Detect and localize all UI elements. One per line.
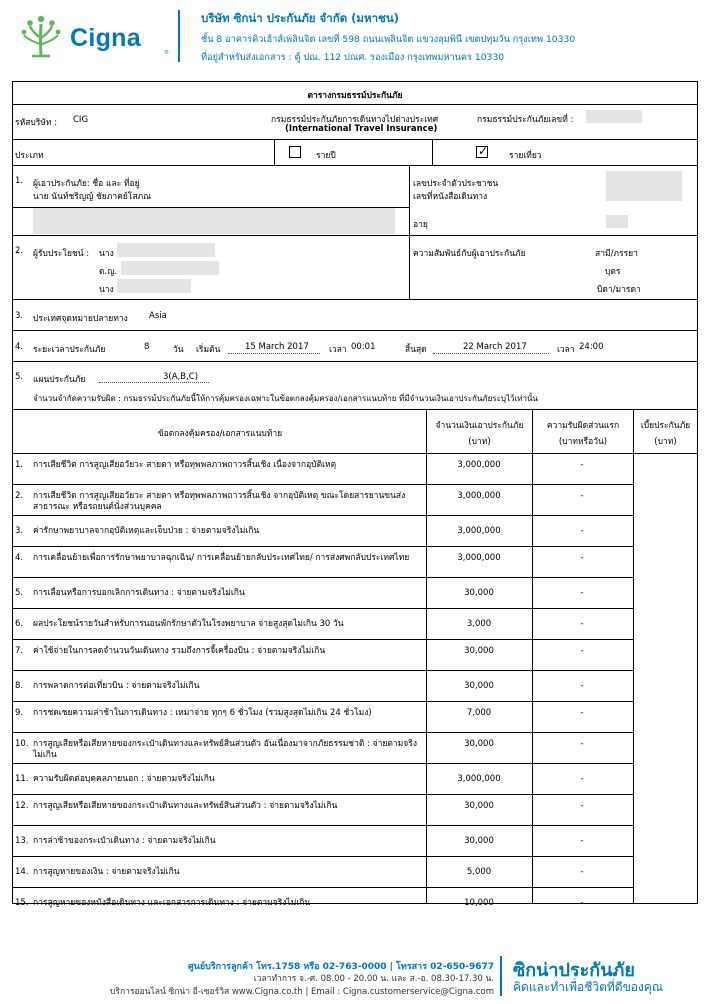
period-section bbox=[13, 331, 697, 362]
coverage-amount: 3,000 bbox=[466, 619, 492, 629]
footer-divider bbox=[500, 956, 502, 996]
relation-1: สามี/ภรรยา bbox=[595, 249, 638, 259]
cigna-logo bbox=[18, 10, 169, 60]
coverage-number: 3. bbox=[15, 526, 24, 536]
coverage-amount: 3,000,000 bbox=[457, 491, 501, 501]
company-address: ชั้น 8 อาคารคิวเฮ้าส์เพลินจิต เลขที่ 598 ถนนเพลินจิต แขวงลุมพินี เขตปทุมวัน กรุงเทพ 10330 bbox=[201, 34, 576, 45]
id-label: เลขประจำตัวประชาชน bbox=[413, 179, 499, 189]
coverage-text: การเสียชีวิต การสูญเสียอวัยวะ สายตา หรือทุพพลภาพถาวรสิ้นเชิง จากอุบัติเหตุ ขณะโดยสารยานขนส่งสาธารณะ หรือรถยนต์นั่งส่วนบุคคล bbox=[33, 491, 406, 512]
coverage-amount: 30,000 bbox=[464, 588, 494, 598]
coverage-amount: 30,000 bbox=[464, 739, 494, 749]
coverage-deductible: - bbox=[580, 646, 584, 656]
plan-label: แผนประกันภัย bbox=[33, 375, 86, 385]
coverage-number: 7. bbox=[15, 646, 24, 656]
coverage-text: การเลื่อนหรือการบอกเลิกการเดินทาง : จ่ายตามจริงไม่เกิน bbox=[33, 588, 245, 598]
coverage-row bbox=[13, 888, 634, 919]
coverage-row bbox=[13, 516, 634, 547]
coverage-table-header bbox=[13, 410, 697, 454]
coverage-number: 1. bbox=[15, 460, 24, 470]
col-deductible-unit: (บาทหรือวัน) bbox=[558, 437, 608, 447]
coverage-text: ค่าใช้จ่ายในการลดจำนวนวันเดินทาง รวมถึงการจี้เครื่องบิน : จ่ายตามจริงไม่เกิน bbox=[33, 646, 326, 656]
company-name: บริษัท ซิกน่า ประกันภัย จำกัด (มหาชน) bbox=[201, 11, 399, 25]
coverage-text: ความรับผิดต่อบุคคลภายนอก : จ่ายตามจริงไม่เกิน bbox=[33, 774, 215, 784]
destination-label: ประเทศจุดหมายปลายทาง bbox=[33, 314, 128, 324]
coverage-text: ผลประโยชน์รายวันสำหรับการนอนพักรักษาตัวในโรงพยาบาล จ่ายสูงสุดไม่เกิน 30 วัน bbox=[33, 619, 344, 629]
start-time-label: เวลา bbox=[329, 345, 347, 355]
relation-label: ความสัมพันธ์กับผู้เอาประกันภัย bbox=[413, 249, 526, 259]
policy-number-redacted bbox=[586, 110, 642, 123]
coverage-number: 10. bbox=[15, 739, 29, 749]
coverage-number: 13. bbox=[15, 836, 29, 846]
col-sum-insured: จำนวนเงินเอาประกันภัย bbox=[435, 421, 524, 431]
col-sum-insured-unit: (บาท) bbox=[468, 437, 491, 447]
coverage-deductible: - bbox=[580, 836, 584, 846]
slogan-sub: คิดและทำเพื่อชีวิตที่ดีของคุณ bbox=[513, 980, 664, 994]
section-number: 2. bbox=[15, 246, 24, 256]
col-premium-unit: (บาท) bbox=[654, 437, 677, 447]
coverage-text: การสูญเสียหรือเสียหายของกระเป๋าเดินทางและทรัพย์สินส่วนตัว : จ่ายตามจริงไม่เกิน bbox=[33, 801, 338, 811]
coverage-amount: 3,000,000 bbox=[457, 526, 501, 536]
online-service: บริการออนไลน์ ซิกน่า อี-เซอร์วิส www.Cigna.co.th | Email : Cigna.customerservice@Cigna.com bbox=[110, 987, 494, 997]
passport-label: เลขที่หนังสือเดินทาง bbox=[413, 192, 488, 202]
coverage-amount: 3,000,000 bbox=[457, 553, 501, 563]
coverage-row bbox=[13, 857, 634, 888]
coverage-row bbox=[13, 702, 634, 733]
section-number: 1. bbox=[15, 176, 24, 186]
period-label: ระยะเวลาประกันภัย bbox=[33, 345, 106, 355]
coverage-deductible: - bbox=[580, 619, 584, 629]
coverage-row bbox=[13, 578, 634, 609]
coverage-amount: 3,000,000 bbox=[457, 774, 501, 784]
policy-type-en: (International Travel Insurance) bbox=[285, 124, 438, 134]
beneficiary-label: ผู้รับประโยชน์ : bbox=[33, 249, 90, 259]
coverage-text: การสูญหายของเงิน : จ่ายตามจริงไม่เกิน bbox=[33, 867, 180, 877]
coverage-text: การชดเชยความล่าช้าในการเดินทาง : เหมาจ่าย ทุกๆ 6 ชั่วโมง (รวมสูงสุดไม่เกิน 24 ชั่วโมง) bbox=[33, 708, 372, 718]
coverage-deductible: - bbox=[580, 774, 584, 784]
customer-service-hotline: ศูนย์บริการลูกค้า โทร.1758 หรือ 02-763-0000 | โทรสาร 02-650-9677 bbox=[187, 962, 494, 972]
brand-trademark: ® bbox=[164, 50, 169, 56]
end-time-label: เวลา bbox=[557, 345, 575, 355]
office-hours: เวลาทำการ จ.-ศ. 08.00 - 20.00 น. และ ส.-อ. 08.30-17.30 น. bbox=[253, 974, 494, 984]
relation-3: บิดา/มารดา bbox=[597, 285, 641, 295]
plan-section bbox=[13, 362, 697, 410]
coverage-deductible: - bbox=[580, 553, 584, 563]
section-number: 5. bbox=[15, 372, 24, 382]
coverage-row bbox=[13, 547, 634, 578]
coverage-deductible: - bbox=[580, 739, 584, 749]
beneficiary-title-2: ด.ญ. bbox=[99, 267, 118, 277]
start-date: 15 March 2017 bbox=[245, 342, 309, 352]
header-divider bbox=[178, 10, 180, 62]
company-code-label: รหัสบริษัท : bbox=[15, 118, 58, 128]
coverage-row bbox=[13, 764, 634, 795]
col-coverage: ข้อตกลงคุ้มครอง/เอกสารแนบท้าย bbox=[157, 429, 283, 439]
col-premium: เบี้ยประกันภัย bbox=[640, 421, 691, 431]
coverage-number: 12. bbox=[15, 801, 29, 811]
coverage-number: 9. bbox=[15, 708, 24, 718]
company-row bbox=[13, 105, 697, 140]
beneficiary-name-redacted bbox=[117, 279, 191, 293]
coverage-deductible: - bbox=[580, 491, 584, 501]
cigna-tree-icon bbox=[18, 10, 64, 60]
coverage-table bbox=[13, 410, 697, 908]
coverage-row bbox=[13, 640, 634, 671]
destination-value: Asia bbox=[149, 311, 167, 321]
beneficiary-title-1: นาง bbox=[99, 249, 114, 259]
coverage-text: การเสียชีวิต การสูญเสียอวัยวะ สายตา หรือทุพพลภาพถาวรสิ้นเชิง เนื่องจากอุบัติเหตุ bbox=[33, 460, 337, 470]
insured-label: ผู้เอาประกันภัย: ชื่อ และ ที่อยู่ bbox=[33, 179, 140, 189]
coverage-amount: 30,000 bbox=[464, 836, 494, 846]
relation-2: บุตร bbox=[605, 267, 621, 277]
mailing-address: ที่อยู่สำหรับส่งเอกสาร : ตู้ ปณ. 112 ปณศ. รองเมือง กรุงเทพมหานคร 10330 bbox=[201, 52, 505, 63]
coverage-row bbox=[13, 609, 634, 640]
coverage-number: 2. bbox=[15, 491, 24, 501]
coverage-row bbox=[13, 795, 634, 826]
coverage-amount: 30,000 bbox=[464, 801, 494, 811]
end-time: 24:00 bbox=[579, 342, 604, 352]
coverage-amount: 5,000 bbox=[466, 867, 492, 877]
coverage-number: 5. bbox=[15, 588, 24, 598]
age-redacted bbox=[606, 215, 628, 228]
letterhead bbox=[0, 0, 712, 78]
form-title: ตารางกรมธรรม์ประกันภัย bbox=[307, 91, 403, 101]
trip-checkbox[interactable] bbox=[476, 146, 488, 158]
coverage-deductible: - bbox=[580, 681, 584, 691]
limit-note: จำนวนจำกัดความรับผิด : กรมธรรม์ประกันภัยนี้ให้การคุ้มครองเฉพาะในข้อตกลงคุ้มครอง/เอกสารแนบท้าย ที่มีจำนวนเงินเอาประกันภัยระบุไว้เท่านั้น bbox=[33, 394, 538, 403]
coverage-deductible: - bbox=[580, 801, 584, 811]
coverage-row bbox=[13, 733, 634, 764]
coverage-deductible: - bbox=[580, 460, 584, 470]
id-number-redacted bbox=[606, 171, 682, 201]
end-date: 22 March 2017 bbox=[463, 342, 527, 352]
company-code-value: CIG bbox=[73, 115, 89, 125]
coverage-amount: 30,000 bbox=[464, 646, 494, 656]
insured-address-redacted bbox=[33, 207, 395, 234]
coverage-deductible: - bbox=[580, 708, 584, 718]
section-number: 3. bbox=[15, 311, 24, 321]
coverage-row bbox=[13, 826, 634, 857]
coverage-text: การสูญหายของหนังสือเดินทาง และเอกสารการเดินทาง : จ่ายตามจริงไม่เกิน bbox=[33, 898, 311, 908]
coverage-amount: 30,000 bbox=[464, 681, 494, 691]
coverage-text: ค่ารักษาพยาบาลจากอุบัติเหตุและเจ็บป่วย : จ่ายตามจริงไม่เกิน bbox=[33, 526, 260, 536]
type-label: ประเภท bbox=[15, 151, 44, 161]
destination-section bbox=[13, 300, 697, 331]
policy-schedule-form bbox=[12, 81, 698, 908]
annual-label: รายปี bbox=[316, 151, 336, 161]
coverage-number: 4. bbox=[15, 553, 24, 563]
coverage-deductible: - bbox=[580, 526, 584, 536]
coverage-number: 11. bbox=[15, 774, 29, 784]
brand-wordmark: Cigna bbox=[70, 24, 141, 52]
insured-name: นาย นันท์ชริญญ์ ชัยภาคย์โสภณ bbox=[33, 192, 152, 202]
coverage-deductible: - bbox=[580, 898, 584, 908]
section-number: 4. bbox=[15, 342, 24, 352]
beneficiary-title-3: นาง bbox=[99, 285, 114, 295]
slogan-main: ซิกน่าประกันภัย bbox=[513, 960, 635, 981]
end-label: สิ้นสุด bbox=[405, 345, 427, 355]
days-label: วัน bbox=[173, 345, 184, 355]
age-label: อายุ bbox=[413, 220, 428, 230]
form-title-row bbox=[13, 82, 697, 105]
beneficiary-name-redacted bbox=[117, 243, 215, 257]
start-time: 00:01 bbox=[351, 342, 376, 352]
coverage-deductible: - bbox=[580, 867, 584, 877]
coverage-text: การเคลื่อนย้ายเพื่อการรักษาพยาบาลฉุกเฉิน/ การเคลื่อนย้ายกลับประเทศไทย/ การส่งศพกลับประเทศไทย bbox=[33, 553, 410, 563]
coverage-number: 15. bbox=[15, 898, 29, 908]
trip-label: รายเที่ยว bbox=[509, 151, 542, 161]
start-label: เริ่มต้น bbox=[196, 345, 221, 355]
plan-value: 3(A,B,C) bbox=[163, 372, 199, 382]
coverage-amount: 7,000 bbox=[466, 708, 492, 718]
coverage-row bbox=[13, 671, 634, 702]
annual-checkbox[interactable] bbox=[289, 146, 301, 158]
col-deductible: ความรับผิดส่วนแรก bbox=[546, 421, 620, 431]
policy-type-th: กรมธรรม์ประกันภัยการเดินทางไปต่างประเทศ bbox=[271, 115, 439, 125]
type-row bbox=[13, 140, 697, 166]
coverage-amount: 3,000,000 bbox=[457, 460, 501, 470]
policy-number-label: กรมธรรม์ประกันภัยเลขที่ : bbox=[477, 115, 574, 125]
coverage-text: การสูญเสียหรือเสียหายของกระเป๋าเดินทางและทรัพย์สินส่วนตัว อันเนื่องมาจากภัยธรรมชาติ : จ่ายตามจริงไม่เกิน bbox=[33, 739, 417, 760]
coverage-row bbox=[13, 454, 634, 485]
coverage-number: 6. bbox=[15, 619, 24, 629]
coverage-amount: 10,000 bbox=[464, 898, 494, 908]
insured-section bbox=[13, 166, 697, 236]
coverage-deductible: - bbox=[580, 588, 584, 598]
check-mark-icon: ✓ bbox=[478, 144, 489, 158]
beneficiary-section bbox=[13, 236, 697, 300]
coverage-text: การล่าช้าของกระเป๋าเดินทาง : จ่ายตามจริงไม่เกิน bbox=[33, 836, 216, 846]
period-days: 8 bbox=[144, 342, 150, 352]
coverage-row bbox=[13, 485, 634, 516]
beneficiary-name-redacted bbox=[121, 261, 219, 275]
coverage-number: 8. bbox=[15, 681, 24, 691]
coverage-text: การพลาดการต่อเที่ยวบิน : จ่ายตามจริงไม่เกิน bbox=[33, 681, 200, 691]
coverage-number: 14. bbox=[15, 867, 29, 877]
